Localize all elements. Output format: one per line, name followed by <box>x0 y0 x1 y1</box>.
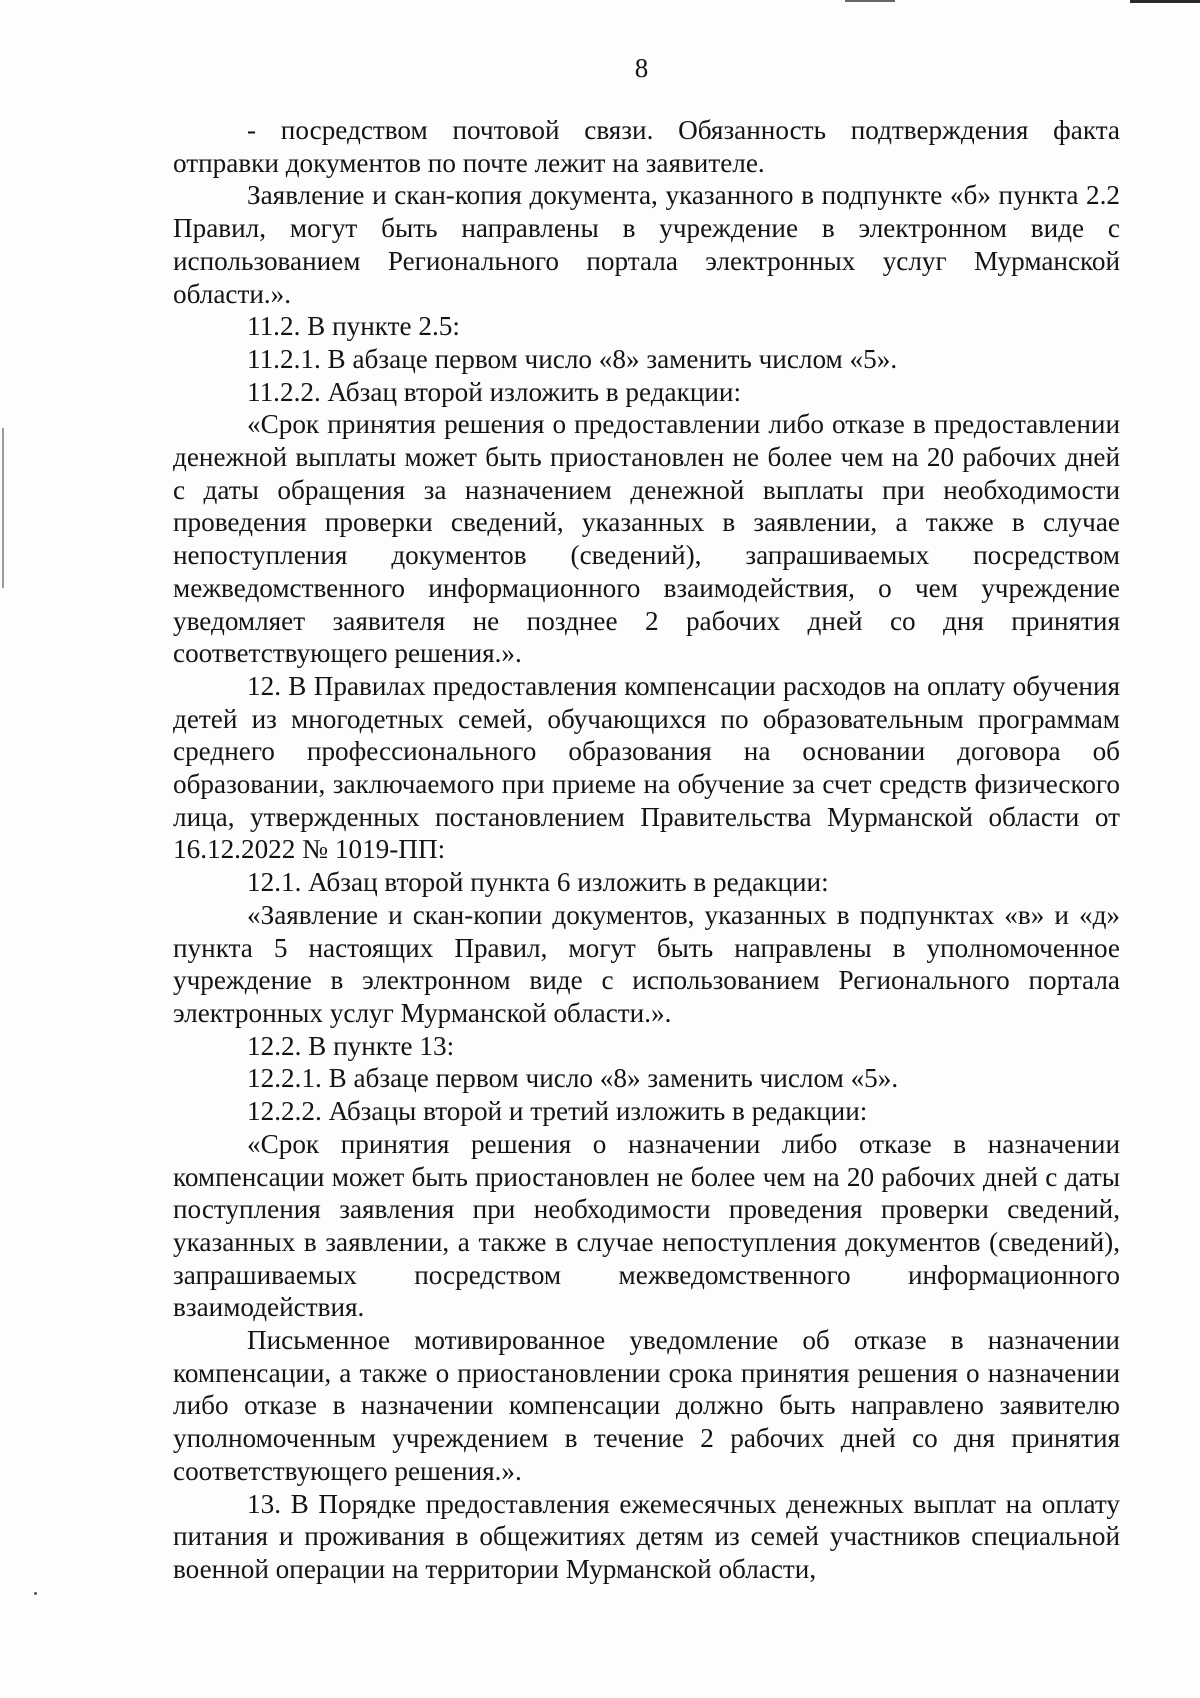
paragraph: 11.2. В пункте 2.5: <box>247 311 460 342</box>
paragraph: Заявление и скан-копия документа, указанного в подпункте «б» пункта 2.2 Правил, могут быть направлены в учреждение в электронном виде с использованием Регионального портала электронных услуг Мурманской области.». <box>173 180 1120 309</box>
scan-dot <box>34 1592 37 1595</box>
paragraph: 12.2. В пункте 13: <box>247 1030 455 1061</box>
paragraph: Письменное мотивированное уведомление об отказе в назначении компенсации, а также о приостановлении срока принятия решения о назначении либо отказе в назначении компенсации должно быть направлено заявителю уполномоченным учреждением в течение 2 рабочих дней со дня принятия соответствующего решения.». <box>173 1325 1120 1486</box>
paragraph: «Срок принятия решения о назначении либо отказе в назначении компенсации может быть приостановлен не более чем на 20 рабочих дней с даты поступления заявления при необходимости проведения проверки сведений, указанных в заявлении, а также в случае непоступления документов (сведений), запрашиваемых посредством межведомственного информационного взаимодействия. <box>173 1128 1120 1323</box>
scan-artifact-line <box>845 0 895 2</box>
paragraph: - посредством почтовой связи. Обязанность подтверждения факта отправки документов по почте лежит на заявителе. <box>173 115 1120 178</box>
scan-margin-mark <box>2 428 4 588</box>
paragraph: 12. В Правилах предоставления компенсации расходов на оплату обучения детей из многодетных семей, обучающихся по образовательным программам среднего профессионального образования на основании договора об образовании, заключаемого при приеме на обучение за счет средств физического лица, утвержденных постановлением Правительства Мурманской области от 16.12.2022 № 1019-ПП: <box>173 670 1120 865</box>
paragraph: «Срок принятия решения о предоставлении либо отказе в предоставлении денежной выплаты может быть приостановлен не более чем на 20 рабочих дней с даты обращения за назначением денежной выплаты при необходимости проведения проверки сведений, указанных в заявлении, а также в случае непоступления документов (сведений), запрашиваемых посредством межведомственного информационного взаимодействия, о чем учреждение уведомляет заявителя не позднее 2 рабочих дней со дня принятия соответствующего решения.». <box>173 409 1120 669</box>
paragraph: 12.2.2. Абзацы второй и третий изложить в редакции: <box>247 1096 868 1127</box>
document-body <box>173 114 1120 1586</box>
paragraph: «Заявление и скан-копии документов, указанных в подпунктах «в» и «д» пункта 5 настоящих Правил, могут быть направлены в уполномоченное учреждение в электронном виде с использованием Регионального портала электронных услуг Мурманской области.». <box>173 899 1120 1028</box>
paragraph: 11.2.2. Абзац второй изложить в редакции: <box>247 376 742 407</box>
scan-artifact-line <box>1130 0 1200 3</box>
paragraph: 12.2.1. В абзаце первом число «8» заменить числом «5». <box>247 1063 899 1094</box>
paragraph: 11.2.1. В абзаце первом число «8» заменить числом «5». <box>247 343 898 374</box>
paragraph: 12.1. Абзац второй пункта 6 изложить в редакции: <box>247 867 829 898</box>
page-number: 8 <box>634 53 649 83</box>
paragraph: 13. В Порядке предоставления ежемесячных денежных выплат на оплату питания и проживания в общежитиях детям из семей участников специальной военной операции на территории Мурманской области, <box>173 1488 1120 1584</box>
